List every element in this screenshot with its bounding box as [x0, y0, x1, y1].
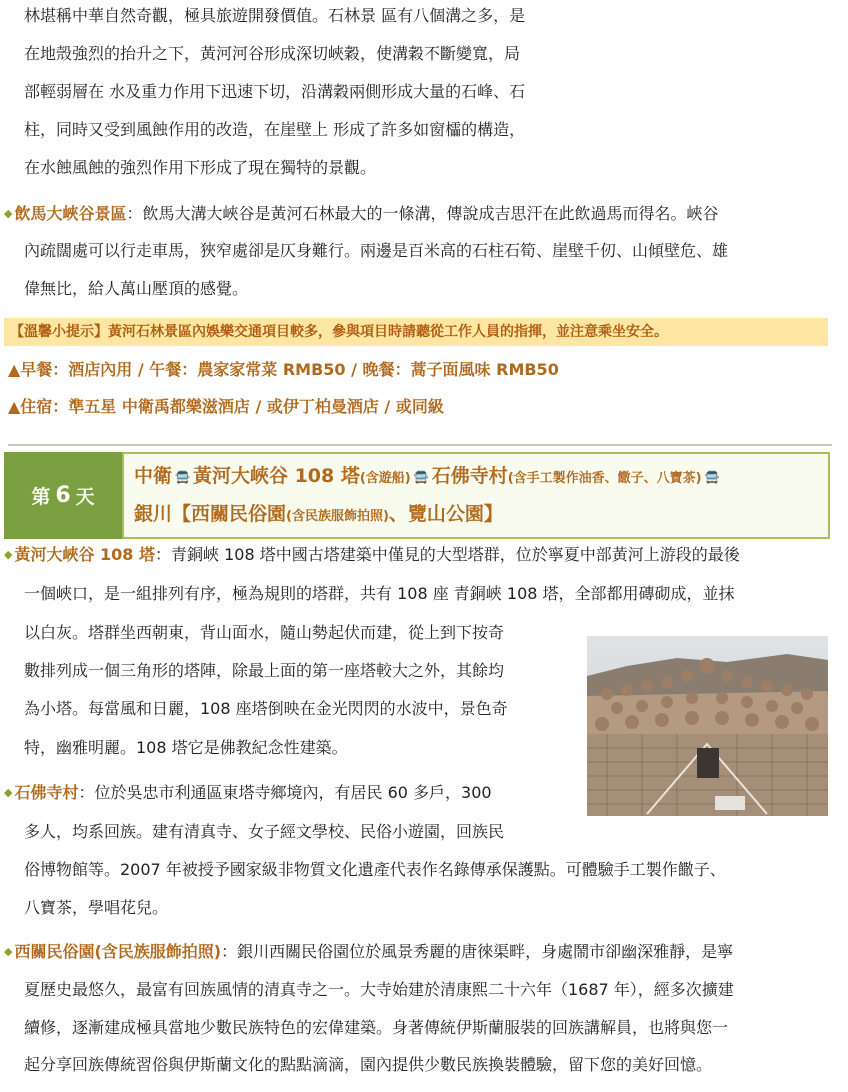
route-segment: (含手工製作油香、饊子、八寶茶) — [507, 471, 702, 486]
shifo-label: 石佛寺村 — [14, 783, 79, 802]
hotel-line: ▲住宿：準五星 中衛禹都樂滋酒店 / 或伊丁柏曼酒店 / 或同級 — [8, 397, 444, 416]
meals-line: ▲早餐：酒店內用 / 午餐：農家家常菜 RMB50 / 晚餐：蒿子面風味 RMB50 — [8, 360, 559, 379]
huanghe-line: 數排列成一個三角形的塔陣，除最上面的第一座塔較大之外，其餘均 — [24, 661, 505, 680]
route-segment: 、覽山公園】 — [388, 503, 503, 525]
day-number: 6 — [55, 483, 71, 508]
xiguan-line: ◆ 西關民俗園(含民族服飾拍照)：銀川西關民俗園位於風景秀麗的唐徠渠畔，身處鬧市卻幽深雅靜，是寧 — [4, 942, 734, 961]
route-segment: 中衛 — [134, 465, 173, 487]
xiguan-line: 夏歷史最悠久，最富有回族風情的清真寺之一。大寺始建於清康熙二十六年（1687 年），經多次擴建 — [24, 980, 734, 999]
yinma-label: 飲馬大峽谷景區 — [14, 204, 127, 223]
intro-line: 部輕弱層在 水及重力作用下迅速下切，沿溝穀兩側形成大量的石峰、石 — [24, 82, 526, 101]
huanghe-line: 特，幽雅明麗。108 塔它是佛教紀念性建築。 — [24, 738, 348, 757]
pagoda-photo — [587, 636, 828, 816]
huanghe-line: ◆ 黃河大峽谷 108 塔：青銅峽 108 塔中國古塔建築中僅見的大型塔群，位於寧夏中部黃河上游段的最後 — [4, 545, 740, 564]
huanghe-line: 以白灰。塔群坐西朝東，背山面水，隨山勢起伏而建，從上到下按奇 — [24, 623, 505, 642]
huanghe-line: 為小塔。每當風和日麗，108 座塔倒映在金光閃閃的水波中，景色奇 — [24, 699, 508, 718]
diamond-bullet-icon: ◆ — [4, 945, 13, 958]
huanghe-line: 一個峽口，是一組排列有序，極為規則的塔群，共有 108 座 青銅峽 108 塔，全部都用磚砌成，並抹 — [24, 584, 735, 603]
pagoda-photo-icon — [587, 636, 828, 816]
day-prefix: 第 — [31, 486, 51, 508]
shifo-line: 八寶茶，學唱花兒。 — [24, 898, 169, 917]
route-segment: 黃河大峽谷 108 塔 — [192, 465, 360, 487]
huanghe-label: 黃河大峽谷 108 塔 — [14, 545, 156, 564]
xiguan-label: 西關民俗園(含民族服飾拍照) — [14, 942, 222, 961]
section-divider — [8, 444, 832, 446]
day-suffix: 天 — [75, 486, 95, 508]
intro-line: 柱，同時又受到風蝕作用的改造，在崖壁上 形成了許多如窗櫺的構造， — [24, 120, 526, 139]
shifo-line: ◆ 石佛寺村：位於吳忠市利通區東塔寺鄉境內，有居民 60 多戶，300 — [4, 783, 492, 802]
yinma-line: 內疏闊處可以行走車馬，狹窄處卻是仄身難行。兩邊是百米高的石柱石筍、崖壁千仞、山傾壁危、雄 — [24, 241, 729, 260]
day-badge — [4, 452, 122, 539]
intro-line: 在水蝕風蝕的強烈作用下形成了現在獨特的景觀。 — [24, 158, 377, 177]
route-segment: (含遊船) — [359, 471, 411, 486]
route-line-2 — [134, 500, 503, 531]
bus-icon: 🚍 — [413, 470, 429, 484]
diamond-bullet-icon: ◆ — [4, 548, 13, 561]
xiguan-line: 起分享回族傳統習俗與伊斯蘭文化的點點滴滴，園內提供少數民族換裝體驗，留下您的美好回憶。 — [24, 1055, 713, 1074]
route-line-1 — [134, 462, 723, 493]
route-segment: (含民族服飾拍照) — [286, 509, 389, 524]
route-segment: 銀川【西關民俗園 — [134, 503, 287, 525]
yinma-line: 偉無比，給人萬山壓頂的感覺。 — [24, 279, 249, 298]
route-segment: 石佛寺村 — [431, 465, 508, 487]
intro-line: 林堪稱中華自然奇觀，極具旅遊開發價值。石林景 區有八個溝之多，是 — [24, 6, 526, 25]
tip-text: 【溫馨小提示】黃河石林景區內娛樂交通項目較多，參與項目時請聽從工作人員的指揮，並注意乘坐安全。 — [10, 324, 668, 340]
shifo-line: 俗博物館等。2007 年被授予國家級非物質文化遺產代表作名錄傳承保護點。可體驗手工製作饊子、 — [24, 860, 726, 879]
yinma-line: ◆ 飲馬大峽谷景區：飲馬大溝大峽谷是黃河石林最大的一條溝，傳說成吉思汗在此飲過馬而得名。峽谷 — [4, 204, 719, 223]
xiguan-line: 續修，逐漸建成極具當地少數民族特色的宏偉建築。身著傳統伊斯蘭服裝的回族講解員，也將與您一 — [24, 1018, 729, 1037]
route-header — [122, 452, 830, 539]
diamond-bullet-icon: ◆ — [4, 786, 13, 799]
diamond-bullet-icon: ◆ — [4, 207, 13, 220]
bus-icon: 🚍 — [704, 470, 720, 484]
bus-icon: 🚍 — [175, 470, 190, 484]
intro-line: 在地殼強烈的抬升之下，黃河河谷形成深切峽穀，使溝穀不斷變寬，局 — [24, 44, 521, 63]
shifo-line: 多人，均系回族。建有清真寺、女子經文學校、民俗小遊園，回族民 — [24, 822, 505, 841]
